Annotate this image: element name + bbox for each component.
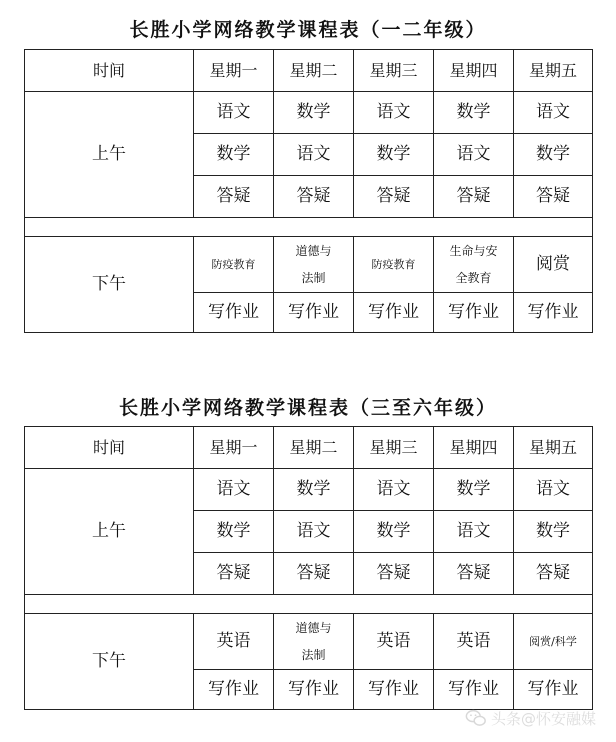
class-cell: 语文 xyxy=(514,469,593,511)
class-cell-line: 阅赏 xyxy=(536,254,570,274)
class-cell xyxy=(354,614,434,670)
class-cell: 语文 xyxy=(194,469,274,511)
period-afternoon: 下午 xyxy=(25,614,194,710)
separator-row xyxy=(25,595,593,614)
class-cell: 答疑 xyxy=(274,553,354,595)
class-cell: 写作业 xyxy=(354,670,434,710)
class-cell: 数学 xyxy=(434,469,514,511)
class-cell: 写作业 xyxy=(514,670,593,710)
class-cell xyxy=(194,237,274,293)
class-cell: 答疑 xyxy=(434,176,514,218)
class-cell: 答疑 xyxy=(354,176,434,218)
schedule-table-grade-1-2 xyxy=(24,49,593,333)
header-day: 星期三 xyxy=(354,427,434,469)
class-cell: 语文 xyxy=(514,92,593,134)
class-cell: 写作业 xyxy=(354,293,434,333)
class-cell: 写作业 xyxy=(194,670,274,710)
schedule-title-grade-1-2: 长胜小学网络教学课程表（一二年级） xyxy=(129,19,487,41)
separator-row xyxy=(25,218,593,237)
class-cell: 写作业 xyxy=(514,293,593,333)
class-cell: 数学 xyxy=(194,511,274,553)
class-cell: 答疑 xyxy=(434,553,514,595)
class-cell-line: 英语 xyxy=(216,631,251,651)
class-cell-line: 全教育 xyxy=(455,270,492,285)
class-cell-line: 生命与安 xyxy=(449,243,498,258)
class-cell: 答疑 xyxy=(194,176,274,218)
class-cell: 语文 xyxy=(274,134,354,176)
header-day: 星期四 xyxy=(434,427,514,469)
class-cell: 数学 xyxy=(514,134,593,176)
class-cell: 数学 xyxy=(274,92,354,134)
class-cell xyxy=(274,614,354,670)
class-cell: 语文 xyxy=(434,134,514,176)
period-morning: 上午 xyxy=(25,92,194,218)
class-cell: 数学 xyxy=(354,134,434,176)
class-cell: 答疑 xyxy=(514,553,593,595)
class-cell xyxy=(514,237,593,293)
watermark-text: 头条@怀安融媒 xyxy=(491,709,597,728)
class-cell-line: 道德与 xyxy=(295,620,332,635)
class-cell-line: 防疫教育 xyxy=(211,258,256,271)
header-time: 时间 xyxy=(25,427,194,469)
class-cell-line: 英语 xyxy=(456,631,491,651)
class-cell: 数学 xyxy=(514,511,593,553)
header-day: 星期五 xyxy=(514,427,593,469)
header-day: 星期二 xyxy=(274,427,354,469)
header-day: 星期二 xyxy=(274,50,354,92)
wechat-icon xyxy=(465,707,487,729)
schedule-title-grade-3-6: 长胜小学网络教学课程表（三至六年级） xyxy=(118,397,497,419)
class-cell: 答疑 xyxy=(274,176,354,218)
period-afternoon: 下午 xyxy=(25,237,194,333)
header-day: 星期三 xyxy=(354,50,434,92)
schedule-table-grade-3-6 xyxy=(24,426,593,710)
class-cell xyxy=(354,237,434,293)
class-cell: 写作业 xyxy=(274,293,354,333)
class-cell xyxy=(434,237,514,293)
class-cell: 语文 xyxy=(274,511,354,553)
class-cell: 语文 xyxy=(354,92,434,134)
class-cell: 数学 xyxy=(274,469,354,511)
class-cell: 写作业 xyxy=(194,293,274,333)
header-day: 星期五 xyxy=(514,50,593,92)
class-cell-line: 防疫教育 xyxy=(371,258,416,271)
class-cell: 写作业 xyxy=(274,670,354,710)
class-cell: 语文 xyxy=(354,469,434,511)
class-cell-line: 法制 xyxy=(301,647,326,662)
header-day: 星期四 xyxy=(434,50,514,92)
class-cell xyxy=(514,614,593,670)
class-cell-line: 法制 xyxy=(301,270,326,285)
watermark xyxy=(465,704,615,732)
period-morning: 上午 xyxy=(25,469,194,595)
class-cell: 数学 xyxy=(194,134,274,176)
header-time: 时间 xyxy=(25,50,194,92)
class-cell: 数学 xyxy=(354,511,434,553)
class-cell: 数学 xyxy=(434,92,514,134)
class-cell xyxy=(274,237,354,293)
class-cell: 写作业 xyxy=(434,293,514,333)
class-cell: 语文 xyxy=(194,92,274,134)
class-cell: 答疑 xyxy=(514,176,593,218)
header-day: 星期一 xyxy=(194,50,274,92)
class-cell xyxy=(194,614,274,670)
class-cell-line: 道德与 xyxy=(295,243,332,258)
class-cell-line: 阅赏/科学 xyxy=(529,635,577,648)
class-cell: 答疑 xyxy=(194,553,274,595)
class-cell-line: 英语 xyxy=(376,631,411,651)
header-day: 星期一 xyxy=(194,427,274,469)
class-cell xyxy=(434,614,514,670)
class-cell: 写作业 xyxy=(434,670,514,710)
class-cell: 语文 xyxy=(434,511,514,553)
class-cell: 答疑 xyxy=(354,553,434,595)
